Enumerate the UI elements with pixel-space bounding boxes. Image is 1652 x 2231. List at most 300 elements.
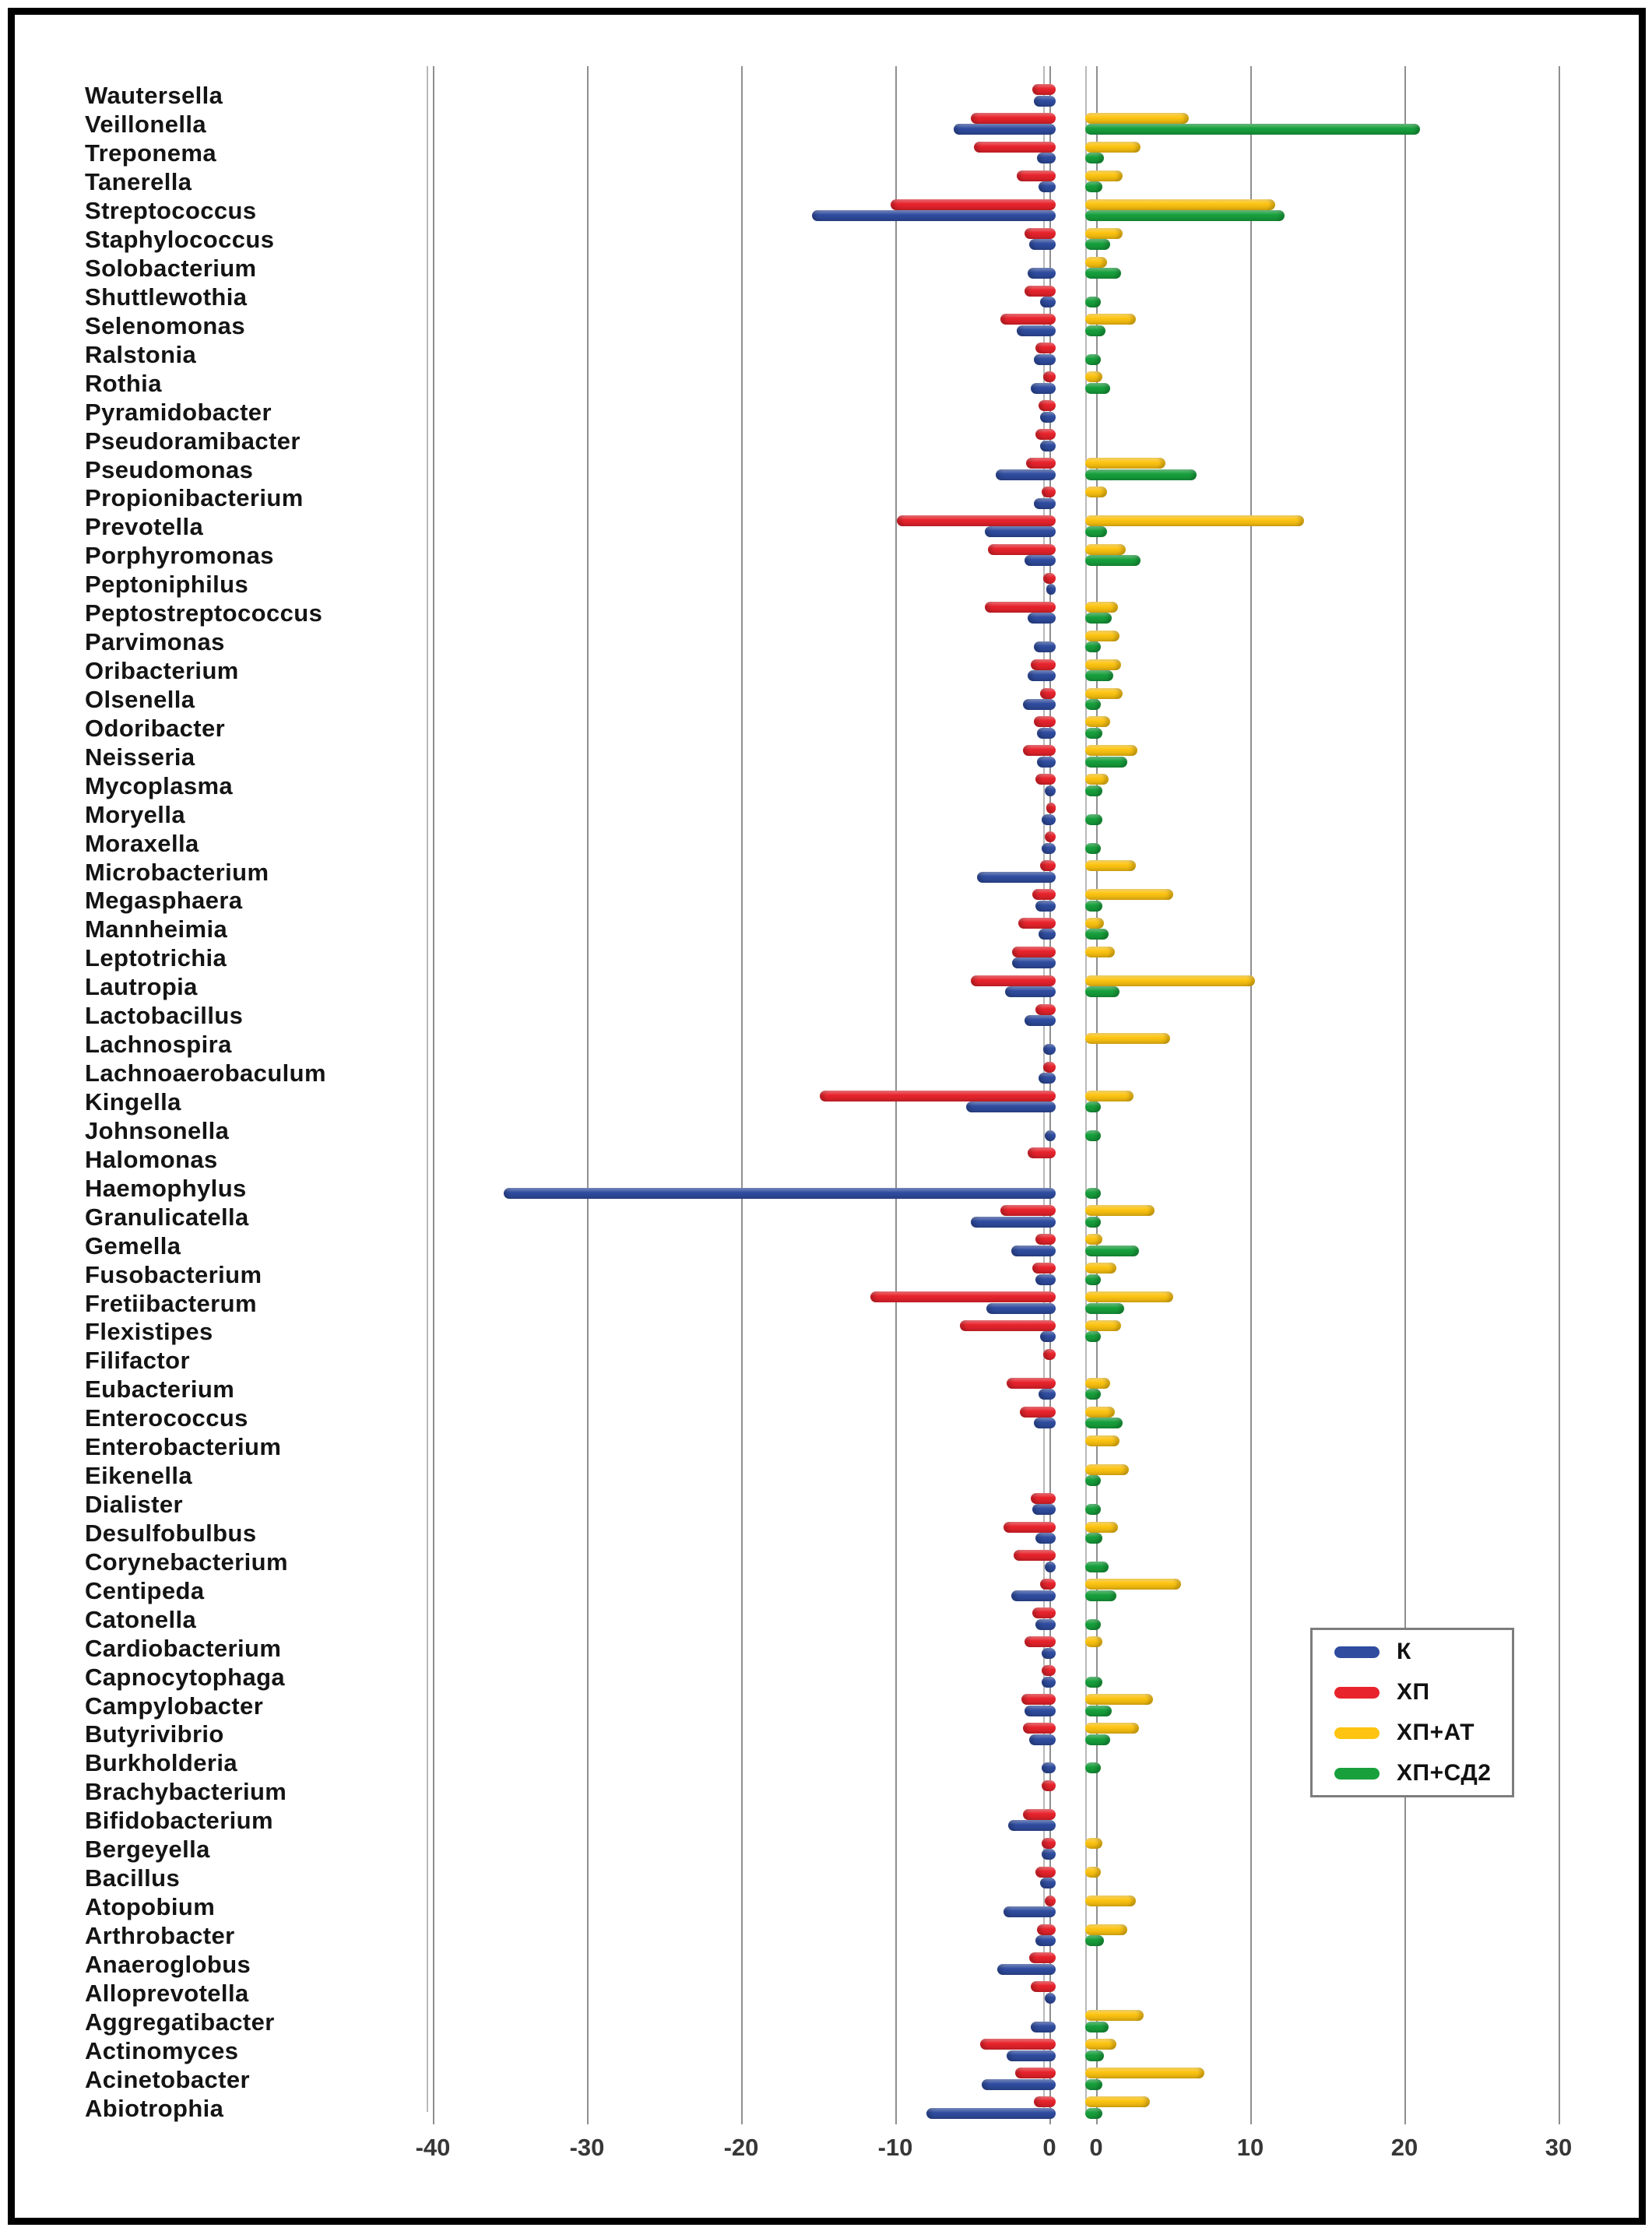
bar-ХП (1035, 774, 1056, 785)
bar-К (1040, 297, 1056, 307)
x-axis-tick-label: 20 (1390, 2134, 1418, 2161)
bar-К (1034, 498, 1056, 509)
bar-ХП+СД2 (1085, 901, 1102, 912)
gridline (895, 66, 897, 2112)
bar-К (1025, 1015, 1056, 1026)
category-label: Peptostreptococcus (85, 599, 323, 627)
bar-ХП (1035, 1234, 1056, 1245)
legend-item (1334, 1639, 1512, 1665)
bar-К (1042, 1677, 1056, 1688)
bar-ХП (980, 2039, 1056, 2050)
bar-ХП+СД2 (1085, 2022, 1109, 2032)
category-label: Centipeda (85, 1576, 205, 1604)
bar-ХП+АТ (1085, 716, 1110, 727)
category-label: Treponema (85, 139, 216, 167)
bar-ХП+СД2 (1085, 728, 1102, 739)
x-axis-tick-label: 30 (1545, 2134, 1573, 2161)
bar-ХП+СД2 (1085, 2050, 1104, 2061)
bar-ХП (1031, 1493, 1056, 1504)
gridline (433, 66, 434, 2112)
bar-К (1025, 555, 1056, 566)
bar-К (1035, 1619, 1056, 1630)
bar-ХП (1026, 458, 1056, 469)
bar-ХП+СД2 (1085, 1706, 1112, 1716)
bar-ХП+АТ (1085, 1320, 1121, 1331)
bar-К (504, 1188, 1056, 1199)
bar-К (997, 1964, 1056, 1975)
bar-ХП+АТ (1085, 113, 1189, 124)
category-label: Fusobacterium (85, 1260, 262, 1288)
bar-К (1042, 843, 1056, 854)
gridline (587, 66, 589, 2112)
category-label: Ralstonia (85, 340, 197, 368)
category-label: Prevotella (85, 513, 204, 541)
bar-К (1011, 1590, 1056, 1601)
bar-ХП (1042, 487, 1056, 497)
bar-ХП+СД2 (1085, 1504, 1101, 1515)
bar-ХП (1043, 573, 1056, 584)
bar-ХП (1023, 745, 1056, 756)
bar-ХП (1004, 1522, 1056, 1533)
category-label: Pseudomonas (85, 455, 254, 483)
bar-ХП (1035, 429, 1056, 440)
bar-ХП+СД2 (1085, 1935, 1104, 1946)
category-label: Aggregatibacter (85, 2008, 275, 2036)
bar-ХП+СД2 (1085, 383, 1110, 394)
category-label: Neisseria (85, 743, 195, 771)
legend (1310, 1628, 1514, 1797)
bar-ХП (870, 1291, 1056, 1302)
category-label: Rothia (85, 369, 162, 397)
bar-ХП (1025, 228, 1056, 239)
bar-ХП (1025, 286, 1056, 297)
legend-label: К (1397, 1639, 1411, 1664)
category-label: Lachnospira (85, 1031, 232, 1059)
legend-label: ХП+АТ (1397, 1720, 1475, 1745)
bar-К (1039, 1073, 1056, 1084)
bar-ХП (1034, 2096, 1056, 2107)
axis-tick (895, 2112, 897, 2124)
bar-К (1043, 1044, 1056, 1055)
bar-К (1040, 1878, 1056, 1888)
category-label: Alloprevotella (85, 1979, 249, 2007)
bar-К (1037, 757, 1056, 768)
bar-ХП (1023, 1809, 1056, 1820)
category-label: Bergeyella (85, 1836, 210, 1864)
bar-К (954, 124, 1056, 135)
bar-ХП+АТ (1085, 199, 1275, 210)
bar-ХП+АТ (1085, 602, 1118, 613)
legend-item (1334, 1720, 1512, 1746)
bar-ХП+АТ (1085, 1464, 1129, 1475)
bar-ХП (1021, 1694, 1056, 1705)
bar-ХП+АТ (1085, 1522, 1118, 1533)
bar-ХП+АТ (1085, 860, 1136, 871)
bar-К (1035, 1935, 1056, 1946)
bar-ХП+АТ (1085, 170, 1123, 181)
legend-label: ХП+СД2 (1397, 1760, 1492, 1786)
bar-ХП (1032, 889, 1056, 900)
category-label: Shuttlewothia (85, 283, 248, 311)
category-label: Lautropia (85, 973, 198, 1001)
bar-ХП (1007, 1378, 1056, 1389)
bar-К (1028, 670, 1056, 681)
x-axis-tick-label: -10 (877, 2134, 913, 2161)
category-label: Moryella (85, 800, 185, 828)
bar-К (1034, 96, 1056, 107)
category-label: Eubacterium (85, 1375, 235, 1404)
bar-К (1040, 1331, 1056, 1342)
bar-ХП+АТ (1085, 889, 1173, 900)
category-label: Flexistipes (85, 1318, 213, 1346)
gridline (1404, 66, 1406, 2112)
bar-ХП+СД2 (1085, 1418, 1123, 1428)
category-label: Eikenella (85, 1462, 193, 1490)
bar-ХП (1012, 947, 1056, 957)
bar-К (1039, 929, 1056, 940)
bar-ХП+СД2 (1085, 1562, 1109, 1572)
axis-tick (1404, 2112, 1406, 2124)
bar-ХП+СД2 (1085, 124, 1420, 135)
legend-item (1334, 1679, 1512, 1706)
bar-ХП+АТ (1085, 745, 1137, 756)
bar-К (1034, 1418, 1056, 1428)
bar-ХП+АТ (1085, 314, 1136, 325)
bar-ХП+АТ (1085, 975, 1255, 986)
bar-К (1045, 785, 1056, 796)
bar-К (1042, 1648, 1056, 1659)
bar-ХП+СД2 (1085, 670, 1113, 681)
bar-ХП (1037, 1924, 1056, 1935)
legend-item (1334, 1760, 1512, 1787)
bar-ХП (1017, 170, 1056, 181)
category-label: Corynebacterium (85, 1548, 288, 1576)
bar-К (1046, 584, 1056, 595)
bar-ХП (971, 975, 1056, 986)
bar-ХП (1032, 1263, 1056, 1274)
bar-ХП+СД2 (1085, 239, 1110, 250)
axis-wall-line (427, 66, 428, 2112)
category-label: Porphyromonas (85, 542, 274, 570)
x-axis-tick-label: -30 (569, 2134, 605, 2161)
bar-ХП+СД2 (1085, 1101, 1101, 1112)
bar-ХП+АТ (1085, 774, 1109, 785)
bar-К (1029, 1734, 1056, 1745)
bar-ХП+СД2 (1085, 181, 1102, 192)
bar-К (812, 210, 1056, 221)
bar-ХП (1040, 860, 1056, 871)
bar-К (1040, 441, 1056, 451)
bar-ХП+АТ (1085, 1723, 1139, 1734)
x-axis-tick-label: 0 (1042, 2134, 1056, 2161)
bar-ХП+СД2 (1085, 1188, 1101, 1199)
bar-К (1035, 901, 1056, 912)
bar-ХП (1020, 1407, 1056, 1418)
bar-К (1008, 1820, 1056, 1831)
category-label: Butyrivibrio (85, 1720, 224, 1748)
axis-tick (587, 2112, 589, 2124)
category-label: Anaeroglobus (85, 1950, 251, 1978)
bar-К (926, 2108, 1056, 2119)
x-axis-tick-label: 0 (1089, 2134, 1103, 2161)
category-label: Parvimonas (85, 628, 225, 656)
category-label: Gemella (85, 1231, 181, 1260)
bar-ХП+СД2 (1085, 2108, 1102, 2119)
bar-ХП (1032, 1607, 1056, 1618)
bar-ХП (1035, 1004, 1056, 1015)
bar-ХП+АТ (1085, 918, 1104, 929)
bar-К (977, 872, 1056, 883)
bar-ХП (1045, 1895, 1056, 1906)
bar-ХП (1040, 688, 1056, 699)
bar-ХП+АТ (1085, 659, 1121, 670)
bar-ХП+АТ (1085, 2096, 1150, 2107)
bar-ХП+СД2 (1085, 268, 1121, 279)
bar-К (996, 469, 1056, 480)
bar-ХП+СД2 (1085, 613, 1112, 624)
bar-ХП (1031, 659, 1056, 670)
bar-ХП (1035, 1867, 1056, 1878)
x-axis-tick-label: -20 (723, 2134, 759, 2161)
bar-ХП+АТ (1085, 1694, 1153, 1705)
bar-ХП+СД2 (1085, 1762, 1101, 1773)
bar-ХП+СД2 (1085, 1677, 1102, 1688)
bar-ХП+СД2 (1085, 354, 1101, 365)
category-label: Atopobium (85, 1893, 216, 1921)
category-label: Leptotrichia (85, 944, 227, 972)
bar-ХП+СД2 (1085, 325, 1105, 336)
bar-К (1034, 641, 1056, 652)
category-label: Microbacterium (85, 858, 269, 886)
category-label: Megasphaera (85, 887, 243, 915)
bar-ХП (1000, 314, 1056, 325)
bar-К (1042, 1762, 1056, 1773)
bar-ХП+СД2 (1085, 1619, 1101, 1630)
category-label: Enterobacterium (85, 1433, 282, 1461)
bar-ХП+СД2 (1085, 1389, 1101, 1400)
bar-ХП+СД2 (1085, 1217, 1101, 1228)
category-label: Peptoniphilus (85, 571, 249, 599)
bar-К (971, 1217, 1056, 1228)
category-label: Tanerella (85, 168, 192, 196)
bar-ХП+АТ (1085, 544, 1126, 555)
category-label: Desulfobulbus (85, 1519, 257, 1547)
bar-ХП+СД2 (1085, 555, 1141, 566)
legend-label: ХП (1397, 1679, 1430, 1705)
category-label: Olsenella (85, 685, 195, 713)
category-label: Halomonas (85, 1145, 218, 1173)
bar-ХП+СД2 (1085, 814, 1102, 825)
bar-ХП (1015, 2068, 1056, 2078)
bar-ХП+АТ (1085, 487, 1107, 497)
bar-ХП (985, 602, 1056, 613)
bar-chart (15, 15, 1639, 2218)
bar-ХП+СД2 (1085, 929, 1109, 940)
axis-tick (741, 2112, 743, 2124)
bar-ХП+АТ (1085, 1924, 1127, 1935)
bar-К (1005, 986, 1056, 997)
bar-К (1037, 728, 1056, 739)
bar-ХП+АТ (1085, 515, 1304, 526)
bar-ХП (1000, 1205, 1056, 1216)
bar-ХП+СД2 (1085, 2079, 1102, 2090)
bar-ХП+АТ (1085, 228, 1123, 239)
bar-ХП+СД2 (1085, 1303, 1124, 1314)
bar-ХП (1046, 803, 1056, 813)
bar-К (1035, 1533, 1056, 1544)
category-label: Haemophylus (85, 1174, 247, 1202)
x-axis-tick-label: 10 (1236, 2134, 1264, 2161)
axis-tick (433, 2112, 434, 2124)
bar-ХП+АТ (1085, 1263, 1116, 1274)
bar-ХП+СД2 (1085, 699, 1101, 710)
bar-ХП+АТ (1085, 2010, 1144, 2021)
category-label: Streptococcus (85, 197, 257, 225)
bar-К (1012, 957, 1056, 968)
bar-ХП+АТ (1085, 1234, 1102, 1245)
bar-ХП+АТ (1085, 257, 1107, 268)
bar-К (966, 1101, 1056, 1112)
category-label: Brachybacterium (85, 1778, 287, 1806)
bar-ХП (1023, 1723, 1056, 1734)
bar-К (982, 2079, 1056, 2090)
category-label: Lachnoaerobaculum (85, 1059, 326, 1087)
category-label: Enterococcus (85, 1404, 248, 1432)
category-label: Pseudoramibacter (85, 427, 301, 455)
bar-ХП+СД2 (1085, 1331, 1101, 1342)
x-axis-tick-label: -40 (415, 2134, 451, 2161)
bar-ХП (988, 544, 1056, 555)
bar-К (1045, 1993, 1056, 2004)
bar-ХП+СД2 (1085, 1475, 1101, 1486)
bar-К (1034, 354, 1056, 365)
category-label: Granulicatella (85, 1203, 249, 1231)
bar-К (985, 526, 1056, 537)
legend-swatch-3 (1334, 1727, 1380, 1739)
bar-ХП+СД2 (1085, 1533, 1102, 1544)
bar-ХП+СД2 (1085, 757, 1127, 768)
bar-ХП+АТ (1085, 1838, 1102, 1849)
category-label: Pyramidobacter (85, 398, 272, 426)
bar-ХП (1043, 1349, 1056, 1360)
bar-К (1035, 1274, 1056, 1285)
bar-ХП+АТ (1085, 1205, 1155, 1216)
category-label: Acinetobacter (85, 2065, 250, 2093)
category-label: Staphylococcus (85, 226, 275, 254)
category-label: Kingella (85, 1088, 181, 1116)
category-label: Lactobacillus (85, 1002, 244, 1030)
gridline (1559, 66, 1560, 2112)
bar-К (1004, 1906, 1056, 1917)
bar-ХП+АТ (1085, 1579, 1181, 1590)
bar-ХП (1034, 716, 1056, 727)
bar-ХП+СД2 (1085, 1590, 1116, 1601)
bar-ХП (971, 113, 1056, 124)
bar-К (1042, 1849, 1056, 1860)
bar-ХП (1043, 371, 1056, 382)
bar-ХП+СД2 (1085, 1245, 1139, 1256)
bar-ХП (1032, 84, 1056, 95)
bar-ХП+АТ (1085, 1033, 1170, 1044)
category-label: Capnocytophaga (85, 1663, 286, 1691)
bar-ХП (1018, 918, 1056, 929)
category-label: Dialister (85, 1491, 183, 1519)
bar-К (1037, 153, 1056, 163)
bar-К (1025, 1706, 1056, 1716)
category-label: Abiotrophia (85, 2094, 224, 2122)
bar-ХП+АТ (1085, 458, 1165, 469)
bar-ХП+СД2 (1085, 785, 1102, 796)
bar-ХП (897, 515, 1056, 526)
category-label: Campylobacter (85, 1692, 264, 1720)
bar-К (1028, 613, 1056, 624)
category-label: Cardiobacterium (85, 1634, 282, 1662)
bar-К (1045, 1562, 1056, 1572)
bar-ХП (1040, 1579, 1056, 1590)
bar-ХП (1035, 343, 1056, 353)
bar-ХП (1025, 1636, 1056, 1647)
category-label: Filifactor (85, 1347, 190, 1375)
category-label: Bifidobacterium (85, 1807, 273, 1835)
bar-ХП (974, 142, 1056, 153)
bar-ХП (1043, 1062, 1056, 1073)
bar-ХП+СД2 (1085, 1734, 1110, 1745)
bar-ХП (1042, 1780, 1056, 1791)
bar-К (1007, 2050, 1056, 2061)
bar-ХП (820, 1091, 1056, 1101)
bar-ХП (1045, 831, 1056, 842)
category-label: Arthrobacter (85, 1921, 235, 1949)
bar-ХП+СД2 (1085, 1130, 1101, 1141)
bar-К (1031, 2022, 1056, 2032)
category-label: Selenomonas (85, 311, 245, 339)
bar-ХП+СД2 (1085, 210, 1285, 221)
legend-swatch-1 (1334, 1646, 1380, 1658)
bar-ХП+СД2 (1085, 843, 1101, 854)
bar-ХП+СД2 (1085, 469, 1197, 480)
bar-ХП+АТ (1085, 631, 1119, 641)
bar-К (1032, 1504, 1056, 1515)
bar-ХП+АТ (1085, 1636, 1102, 1647)
bar-ХП+АТ (1085, 371, 1102, 382)
bar-ХП+АТ (1085, 2068, 1204, 2078)
bar-ХП+АТ (1085, 1435, 1119, 1446)
bar-ХП+АТ (1085, 142, 1141, 153)
category-label: Catonella (85, 1605, 197, 1633)
bar-ХП (1028, 1147, 1056, 1158)
category-label: Odoribacter (85, 714, 226, 742)
category-label: Burkholderia (85, 1749, 238, 1777)
bar-ХП+АТ (1085, 1091, 1134, 1101)
category-label: Oribacterium (85, 657, 239, 685)
bar-ХП+АТ (1085, 1378, 1110, 1389)
gridline (741, 66, 743, 2112)
legend-swatch-2 (1334, 1687, 1380, 1699)
category-label: Propionibacterium (85, 484, 304, 512)
category-label: Johnsonella (85, 1116, 230, 1144)
axis-tick (1250, 2112, 1252, 2124)
bar-ХП (1042, 1665, 1056, 1676)
bar-К (986, 1303, 1056, 1314)
bar-ХП (1039, 400, 1056, 411)
category-label: Mycoplasma (85, 771, 234, 799)
bar-ХП (1031, 1981, 1056, 1992)
category-label: Wautersella (85, 82, 223, 110)
bar-К (1011, 1245, 1056, 1256)
bar-К (1040, 412, 1056, 423)
category-label: Fretiibacterum (85, 1289, 257, 1317)
bar-К (1045, 1130, 1056, 1141)
